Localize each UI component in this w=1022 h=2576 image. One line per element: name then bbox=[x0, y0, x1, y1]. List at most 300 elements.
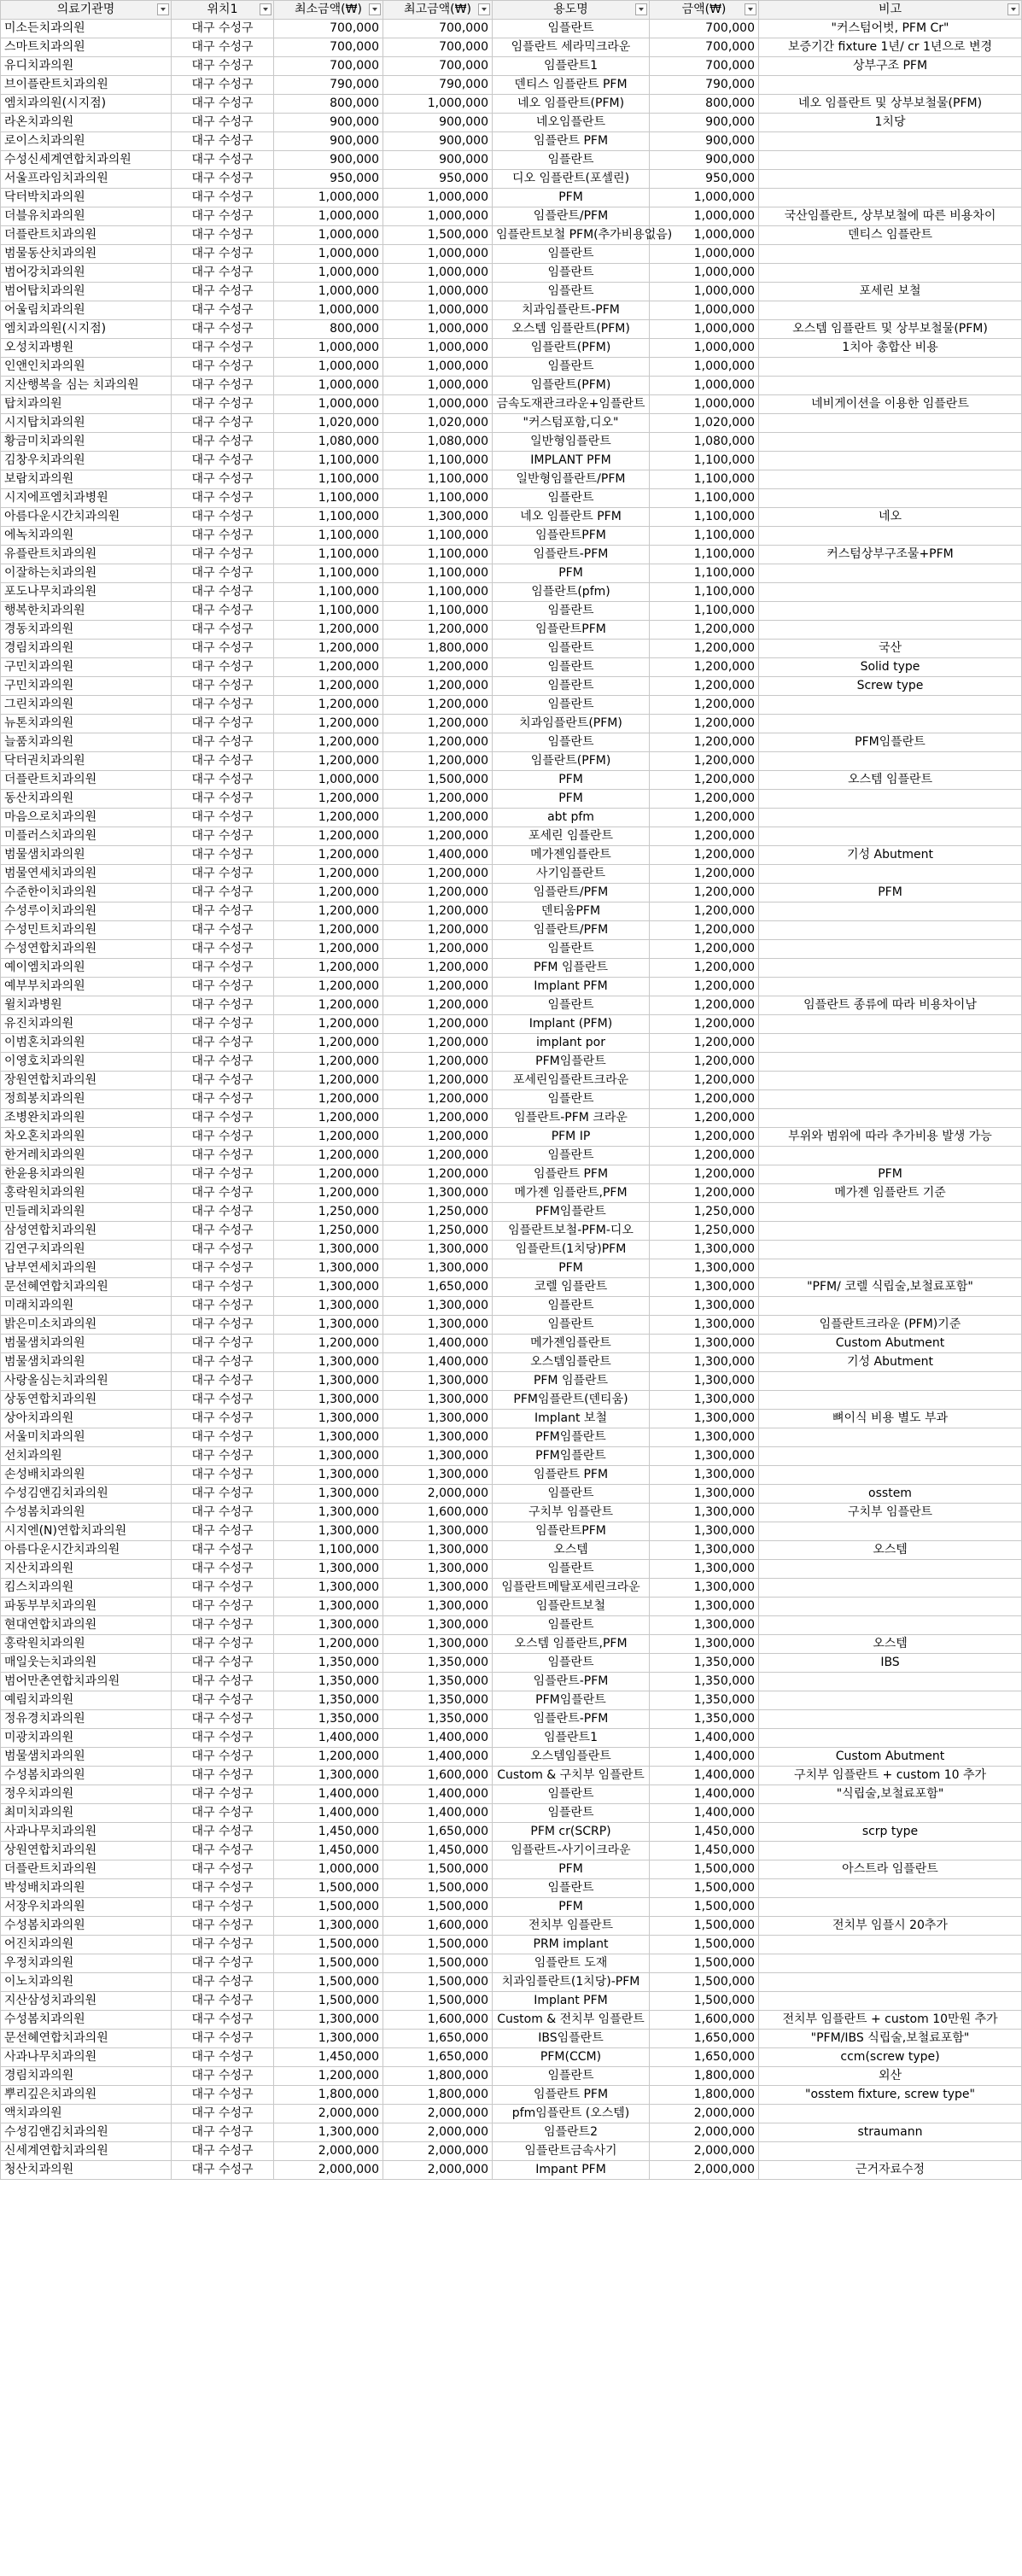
cell-location[interactable]: 대구 수성구 bbox=[172, 114, 274, 132]
cell-min-price[interactable]: 1,200,000 bbox=[274, 752, 383, 771]
cell-location[interactable]: 대구 수성구 bbox=[172, 320, 274, 339]
cell-location[interactable]: 대구 수성구 bbox=[172, 1184, 274, 1203]
cell-price[interactable]: 1,450,000 bbox=[650, 1823, 759, 1842]
cell-price[interactable]: 1,400,000 bbox=[650, 1748, 759, 1767]
cell-price[interactable]: 1,300,000 bbox=[650, 1278, 759, 1297]
cell-max-price[interactable]: 2,000,000 bbox=[383, 2142, 493, 2161]
cell-price[interactable]: 1,000,000 bbox=[650, 320, 759, 339]
cell-price[interactable]: 1,500,000 bbox=[650, 1879, 759, 1898]
cell-usage[interactable]: 임플란트(1치당)PFM bbox=[493, 1241, 650, 1259]
cell-note[interactable] bbox=[759, 1090, 1022, 1109]
cell-institution[interactable]: 홍락원치과의원 bbox=[1, 1635, 172, 1654]
cell-min-price[interactable]: 800,000 bbox=[274, 320, 383, 339]
cell-institution[interactable]: 시지에프엠치과병원 bbox=[1, 489, 172, 508]
cell-location[interactable]: 대구 수성구 bbox=[172, 790, 274, 809]
cell-max-price[interactable]: 1,800,000 bbox=[383, 2067, 493, 2086]
cell-location[interactable]: 대구 수성구 bbox=[172, 1710, 274, 1729]
cell-usage[interactable]: Implant (PFM) bbox=[493, 1015, 650, 1034]
cell-institution[interactable]: 선치과의원 bbox=[1, 1447, 172, 1466]
cell-max-price[interactable]: 1,300,000 bbox=[383, 1184, 493, 1203]
cell-min-price[interactable]: 1,000,000 bbox=[274, 283, 383, 301]
cell-note[interactable]: 네오 bbox=[759, 508, 1022, 527]
cell-location[interactable]: 대구 수성구 bbox=[172, 1748, 274, 1767]
cell-max-price[interactable]: 700,000 bbox=[383, 20, 493, 38]
cell-location[interactable]: 대구 수성구 bbox=[172, 1034, 274, 1053]
cell-min-price[interactable]: 1,200,000 bbox=[274, 658, 383, 677]
cell-min-price[interactable]: 1,300,000 bbox=[274, 1259, 383, 1278]
cell-max-price[interactable]: 1,600,000 bbox=[383, 1917, 493, 1936]
cell-location[interactable]: 대구 수성구 bbox=[172, 57, 274, 76]
cell-min-price[interactable]: 1,800,000 bbox=[274, 2086, 383, 2105]
column-header-note[interactable] bbox=[759, 1, 1022, 20]
cell-location[interactable]: 대구 수성구 bbox=[172, 1485, 274, 1504]
cell-location[interactable]: 대구 수성구 bbox=[172, 1860, 274, 1879]
cell-usage[interactable]: 임플란트1 bbox=[493, 57, 650, 76]
cell-usage[interactable]: 사기임플란트 bbox=[493, 865, 650, 884]
cell-note[interactable] bbox=[759, 715, 1022, 733]
cell-price[interactable]: 1,500,000 bbox=[650, 1954, 759, 1973]
cell-note[interactable] bbox=[759, 1015, 1022, 1034]
cell-institution[interactable]: 수성김앤김치과의원 bbox=[1, 1485, 172, 1504]
cell-note[interactable] bbox=[759, 1259, 1022, 1278]
cell-max-price[interactable]: 1,300,000 bbox=[383, 1316, 493, 1335]
cell-usage[interactable]: 임플란트메탈포세린크라운 bbox=[493, 1579, 650, 1598]
cell-usage[interactable]: 임플란트 bbox=[493, 1616, 650, 1635]
cell-institution[interactable]: 시지탑치과의원 bbox=[1, 414, 172, 433]
cell-location[interactable]: 대구 수성구 bbox=[172, 865, 274, 884]
cell-price[interactable]: 1,500,000 bbox=[650, 1936, 759, 1954]
cell-location[interactable]: 대구 수성구 bbox=[172, 1241, 274, 1259]
cell-usage[interactable]: PFM임플란트 bbox=[493, 1053, 650, 1072]
cell-max-price[interactable]: 1,200,000 bbox=[383, 978, 493, 996]
cell-usage[interactable]: 임플란트 bbox=[493, 940, 650, 959]
cell-usage[interactable]: PFM bbox=[493, 189, 650, 207]
cell-location[interactable]: 대구 수성구 bbox=[172, 2105, 274, 2123]
cell-price[interactable]: 1,100,000 bbox=[650, 489, 759, 508]
cell-location[interactable]: 대구 수성구 bbox=[172, 809, 274, 827]
cell-note[interactable]: "osstem fixture, screw type" bbox=[759, 2086, 1022, 2105]
cell-location[interactable]: 대구 수성구 bbox=[172, 1541, 274, 1560]
cell-institution[interactable]: 범물샘치과의원 bbox=[1, 1748, 172, 1767]
cell-institution[interactable]: 어울림치과의원 bbox=[1, 301, 172, 320]
cell-min-price[interactable]: 1,300,000 bbox=[274, 1353, 383, 1372]
cell-min-price[interactable]: 1,350,000 bbox=[274, 1673, 383, 1691]
cell-max-price[interactable]: 1,200,000 bbox=[383, 1090, 493, 1109]
cell-max-price[interactable]: 1,300,000 bbox=[383, 1297, 493, 1316]
cell-price[interactable]: 1,200,000 bbox=[650, 884, 759, 902]
cell-max-price[interactable]: 1,200,000 bbox=[383, 959, 493, 978]
cell-price[interactable]: 1,000,000 bbox=[650, 339, 759, 358]
cell-min-price[interactable]: 1,250,000 bbox=[274, 1222, 383, 1241]
cell-note[interactable]: scrp type bbox=[759, 1823, 1022, 1842]
cell-usage[interactable]: Implant PFM bbox=[493, 1992, 650, 2011]
cell-min-price[interactable]: 1,200,000 bbox=[274, 1015, 383, 1034]
cell-location[interactable]: 대구 수성구 bbox=[172, 1954, 274, 1973]
cell-price[interactable]: 1,300,000 bbox=[650, 1372, 759, 1391]
cell-usage[interactable]: PFM임플란트 bbox=[493, 1447, 650, 1466]
cell-max-price[interactable]: 1,200,000 bbox=[383, 715, 493, 733]
cell-note[interactable] bbox=[759, 1673, 1022, 1691]
cell-min-price[interactable]: 1,100,000 bbox=[274, 508, 383, 527]
cell-min-price[interactable]: 1,200,000 bbox=[274, 677, 383, 696]
cell-usage[interactable]: 임플란트 bbox=[493, 283, 650, 301]
cell-usage[interactable]: 금속도재관크라운+임플란트 bbox=[493, 395, 650, 414]
cell-usage[interactable]: 임플란트PFM bbox=[493, 1522, 650, 1541]
cell-location[interactable]: 대구 수성구 bbox=[172, 151, 274, 170]
cell-usage[interactable]: 임플란트(pfm) bbox=[493, 583, 650, 602]
cell-min-price[interactable]: 1,200,000 bbox=[274, 978, 383, 996]
cell-institution[interactable]: 지산삼성치과의원 bbox=[1, 1992, 172, 2011]
cell-note[interactable]: 임플란트 종류에 따라 비용차이남 bbox=[759, 996, 1022, 1015]
cell-price[interactable]: 1,200,000 bbox=[650, 827, 759, 846]
cell-min-price[interactable]: 1,100,000 bbox=[274, 602, 383, 621]
cell-note[interactable] bbox=[759, 76, 1022, 95]
cell-note[interactable] bbox=[759, 1203, 1022, 1222]
cell-usage[interactable]: 임플란트/PFM bbox=[493, 884, 650, 902]
cell-min-price[interactable]: 1,300,000 bbox=[274, 1504, 383, 1522]
cell-min-price[interactable]: 1,100,000 bbox=[274, 1541, 383, 1560]
cell-location[interactable]: 대구 수성구 bbox=[172, 1673, 274, 1691]
filter-dropdown-icon[interactable] bbox=[478, 3, 490, 15]
cell-institution[interactable]: 행복한치과의원 bbox=[1, 602, 172, 621]
cell-max-price[interactable]: 1,200,000 bbox=[383, 1053, 493, 1072]
cell-min-price[interactable]: 1,100,000 bbox=[274, 546, 383, 564]
cell-institution[interactable]: 지산행복을 심는 치과의원 bbox=[1, 377, 172, 395]
cell-institution[interactable]: 어진치과의원 bbox=[1, 1936, 172, 1954]
cell-location[interactable]: 대구 수성구 bbox=[172, 1654, 274, 1673]
cell-note[interactable] bbox=[759, 564, 1022, 583]
cell-price[interactable]: 1,000,000 bbox=[650, 226, 759, 245]
cell-note[interactable]: IBS bbox=[759, 1654, 1022, 1673]
cell-institution[interactable]: 동산치과의원 bbox=[1, 790, 172, 809]
cell-usage[interactable]: 임플란트 bbox=[493, 1297, 650, 1316]
cell-max-price[interactable]: 1,100,000 bbox=[383, 470, 493, 489]
cell-location[interactable]: 대구 수성구 bbox=[172, 546, 274, 564]
cell-usage[interactable]: 임플란트 bbox=[493, 1316, 650, 1335]
cell-note[interactable] bbox=[759, 1598, 1022, 1616]
cell-max-price[interactable]: 1,200,000 bbox=[383, 752, 493, 771]
cell-min-price[interactable]: 1,500,000 bbox=[274, 1973, 383, 1992]
cell-institution[interactable]: 범물샘치과의원 bbox=[1, 1335, 172, 1353]
cell-price[interactable]: 1,100,000 bbox=[650, 470, 759, 489]
cell-institution[interactable]: 더블유치과의원 bbox=[1, 207, 172, 226]
cell-usage[interactable]: PFM임플란트(덴티움) bbox=[493, 1391, 650, 1410]
cell-note[interactable] bbox=[759, 1804, 1022, 1823]
cell-institution[interactable]: 시지엔(N)연합치과의원 bbox=[1, 1522, 172, 1541]
cell-usage[interactable]: 임플란트-사기이크라운 bbox=[493, 1842, 650, 1860]
cell-note[interactable] bbox=[759, 264, 1022, 283]
cell-institution[interactable]: 늘품치과의원 bbox=[1, 733, 172, 752]
cell-max-price[interactable]: 1,080,000 bbox=[383, 433, 493, 452]
cell-min-price[interactable]: 1,000,000 bbox=[274, 358, 383, 377]
cell-max-price[interactable]: 1,000,000 bbox=[383, 95, 493, 114]
cell-location[interactable]: 대구 수성구 bbox=[172, 1992, 274, 2011]
cell-location[interactable]: 대구 수성구 bbox=[172, 1804, 274, 1823]
cell-max-price[interactable]: 1,300,000 bbox=[383, 1410, 493, 1428]
cell-note[interactable] bbox=[759, 1842, 1022, 1860]
cell-max-price[interactable]: 1,000,000 bbox=[383, 339, 493, 358]
cell-usage[interactable]: 임플란트-PFM bbox=[493, 546, 650, 564]
cell-note[interactable] bbox=[759, 1297, 1022, 1316]
cell-max-price[interactable]: 1,300,000 bbox=[383, 1616, 493, 1635]
cell-usage[interactable]: 임플란트 PFM bbox=[493, 2086, 650, 2105]
cell-note[interactable]: 기성 Abutment bbox=[759, 1353, 1022, 1372]
cell-location[interactable]: 대구 수성구 bbox=[172, 1579, 274, 1598]
cell-note[interactable]: 네비게이션을 이용한 임플란트 bbox=[759, 395, 1022, 414]
cell-min-price[interactable]: 1,200,000 bbox=[274, 809, 383, 827]
cell-min-price[interactable]: 1,200,000 bbox=[274, 921, 383, 940]
cell-price[interactable]: 1,000,000 bbox=[650, 245, 759, 264]
cell-min-price[interactable]: 1,300,000 bbox=[274, 1297, 383, 1316]
cell-max-price[interactable]: 1,100,000 bbox=[383, 564, 493, 583]
cell-price[interactable]: 1,400,000 bbox=[650, 1785, 759, 1804]
column-header-institution[interactable] bbox=[1, 1, 172, 20]
cell-min-price[interactable]: 1,200,000 bbox=[274, 996, 383, 1015]
cell-institution[interactable]: 범어만촌연합치과의원 bbox=[1, 1673, 172, 1691]
cell-location[interactable]: 대구 수성구 bbox=[172, 452, 274, 470]
cell-max-price[interactable]: 1,300,000 bbox=[383, 1428, 493, 1447]
cell-min-price[interactable]: 1,300,000 bbox=[274, 1579, 383, 1598]
cell-note[interactable]: Screw type bbox=[759, 677, 1022, 696]
cell-price[interactable]: 1,300,000 bbox=[650, 1598, 759, 1616]
cell-note[interactable] bbox=[759, 189, 1022, 207]
cell-max-price[interactable]: 1,200,000 bbox=[383, 658, 493, 677]
cell-price[interactable]: 1,300,000 bbox=[650, 1579, 759, 1598]
cell-institution[interactable]: 김연구치과의원 bbox=[1, 1241, 172, 1259]
cell-max-price[interactable]: 1,400,000 bbox=[383, 1729, 493, 1748]
cell-max-price[interactable]: 1,100,000 bbox=[383, 602, 493, 621]
cell-institution[interactable]: 뉴톤치과의원 bbox=[1, 715, 172, 733]
cell-price[interactable]: 1,100,000 bbox=[650, 602, 759, 621]
cell-min-price[interactable]: 1,200,000 bbox=[274, 884, 383, 902]
cell-usage[interactable]: 임플란트 bbox=[493, 677, 650, 696]
cell-institution[interactable]: 라온치과의원 bbox=[1, 114, 172, 132]
cell-usage[interactable]: 임플란트 PFM bbox=[493, 132, 650, 151]
cell-price[interactable]: 1,100,000 bbox=[650, 527, 759, 546]
cell-note[interactable]: 국산임플란트, 상부보철에 따른 비용차이 bbox=[759, 207, 1022, 226]
cell-location[interactable]: 대구 수성구 bbox=[172, 1936, 274, 1954]
cell-max-price[interactable]: 900,000 bbox=[383, 151, 493, 170]
cell-institution[interactable]: 마음으로치과의원 bbox=[1, 809, 172, 827]
cell-location[interactable]: 대구 수성구 bbox=[172, 1973, 274, 1992]
cell-location[interactable]: 대구 수성구 bbox=[172, 2067, 274, 2086]
cell-min-price[interactable]: 900,000 bbox=[274, 114, 383, 132]
cell-note[interactable] bbox=[759, 1147, 1022, 1165]
cell-min-price[interactable]: 1,200,000 bbox=[274, 846, 383, 865]
cell-note[interactable]: PFM bbox=[759, 884, 1022, 902]
cell-institution[interactable]: 우정치과의원 bbox=[1, 1954, 172, 1973]
cell-note[interactable]: 1치아 총합산 비용 bbox=[759, 339, 1022, 358]
cell-note[interactable] bbox=[759, 1898, 1022, 1917]
cell-usage[interactable]: "커스텀포함,디오" bbox=[493, 414, 650, 433]
cell-min-price[interactable]: 1,300,000 bbox=[274, 1372, 383, 1391]
cell-price[interactable]: 1,300,000 bbox=[650, 1316, 759, 1335]
cell-usage[interactable]: PFM cr(SCRP) bbox=[493, 1823, 650, 1842]
cell-price[interactable]: 1,350,000 bbox=[650, 1691, 759, 1710]
cell-min-price[interactable]: 1,200,000 bbox=[274, 696, 383, 715]
cell-price[interactable]: 1,300,000 bbox=[650, 1504, 759, 1522]
cell-location[interactable]: 대구 수성구 bbox=[172, 1072, 274, 1090]
cell-usage[interactable]: 임플란트-PFM 크라운 bbox=[493, 1109, 650, 1128]
cell-usage[interactable]: PFM IP bbox=[493, 1128, 650, 1147]
cell-price[interactable]: 950,000 bbox=[650, 170, 759, 189]
cell-min-price[interactable]: 1,200,000 bbox=[274, 1128, 383, 1147]
cell-note[interactable] bbox=[759, 1973, 1022, 1992]
cell-note[interactable] bbox=[759, 151, 1022, 170]
cell-usage[interactable]: 임플란트(PFM) bbox=[493, 377, 650, 395]
cell-institution[interactable]: 더플란트치과의원 bbox=[1, 226, 172, 245]
cell-location[interactable]: 대구 수성구 bbox=[172, 489, 274, 508]
cell-max-price[interactable]: 1,200,000 bbox=[383, 790, 493, 809]
cell-price[interactable]: 1,200,000 bbox=[650, 696, 759, 715]
cell-note[interactable] bbox=[759, 1936, 1022, 1954]
cell-usage[interactable]: 임플란트 bbox=[493, 20, 650, 38]
cell-max-price[interactable]: 1,100,000 bbox=[383, 527, 493, 546]
cell-institution[interactable]: 범물샘치과의원 bbox=[1, 1353, 172, 1372]
cell-usage[interactable]: 임플란트(PFM) bbox=[493, 752, 650, 771]
cell-note[interactable]: 국산 bbox=[759, 640, 1022, 658]
cell-institution[interactable]: 수성신세계연합치과의원 bbox=[1, 151, 172, 170]
cell-note[interactable] bbox=[759, 1034, 1022, 1053]
cell-location[interactable]: 대구 수성구 bbox=[172, 414, 274, 433]
cell-min-price[interactable]: 800,000 bbox=[274, 95, 383, 114]
cell-price[interactable]: 1,300,000 bbox=[650, 1466, 759, 1485]
cell-note[interactable]: 오스템 bbox=[759, 1541, 1022, 1560]
cell-min-price[interactable]: 1,200,000 bbox=[274, 1053, 383, 1072]
cell-max-price[interactable]: 950,000 bbox=[383, 170, 493, 189]
cell-note[interactable] bbox=[759, 1691, 1022, 1710]
cell-price[interactable]: 1,500,000 bbox=[650, 1917, 759, 1936]
cell-min-price[interactable]: 1,400,000 bbox=[274, 1804, 383, 1823]
cell-note[interactable] bbox=[759, 902, 1022, 921]
cell-max-price[interactable]: 1,650,000 bbox=[383, 1278, 493, 1297]
cell-min-price[interactable]: 1,200,000 bbox=[274, 1147, 383, 1165]
cell-institution[interactable]: 수준한이치과의원 bbox=[1, 884, 172, 902]
cell-location[interactable]: 대구 수성구 bbox=[172, 959, 274, 978]
cell-note[interactable] bbox=[759, 1616, 1022, 1635]
cell-price[interactable]: 1,200,000 bbox=[650, 1015, 759, 1034]
cell-institution[interactable]: 스마트치과의원 bbox=[1, 38, 172, 57]
cell-min-price[interactable]: 1,300,000 bbox=[274, 1447, 383, 1466]
cell-max-price[interactable]: 1,500,000 bbox=[383, 1954, 493, 1973]
cell-note[interactable]: 부위와 범위에 따라 추가비용 발생 가능 bbox=[759, 1128, 1022, 1147]
cell-price[interactable]: 1,200,000 bbox=[650, 1165, 759, 1184]
cell-price[interactable]: 1,600,000 bbox=[650, 2011, 759, 2030]
cell-min-price[interactable]: 1,200,000 bbox=[274, 1090, 383, 1109]
cell-min-price[interactable]: 1,450,000 bbox=[274, 2048, 383, 2067]
cell-note[interactable]: 보증기간 fixture 1년/ cr 1년으로 변경 bbox=[759, 38, 1022, 57]
cell-max-price[interactable]: 1,200,000 bbox=[383, 1072, 493, 1090]
cell-institution[interactable]: 상동연합치과의원 bbox=[1, 1391, 172, 1410]
cell-price[interactable]: 1,200,000 bbox=[650, 715, 759, 733]
cell-usage[interactable]: PFM(CCM) bbox=[493, 2048, 650, 2067]
cell-institution[interactable]: 서장우치과의원 bbox=[1, 1898, 172, 1917]
cell-location[interactable]: 대구 수성구 bbox=[172, 1616, 274, 1635]
cell-min-price[interactable]: 1,300,000 bbox=[274, 1917, 383, 1936]
cell-max-price[interactable]: 1,500,000 bbox=[383, 1973, 493, 1992]
cell-note[interactable] bbox=[759, 752, 1022, 771]
cell-price[interactable]: 1,200,000 bbox=[650, 621, 759, 640]
cell-note[interactable] bbox=[759, 1560, 1022, 1579]
cell-institution[interactable]: 파동부부치과의원 bbox=[1, 1598, 172, 1616]
cell-institution[interactable]: 조병완치과의원 bbox=[1, 1109, 172, 1128]
cell-max-price[interactable]: 1,500,000 bbox=[383, 1879, 493, 1898]
cell-institution[interactable]: 현대연합치과의원 bbox=[1, 1616, 172, 1635]
cell-location[interactable]: 대구 수성구 bbox=[172, 264, 274, 283]
cell-usage[interactable]: 일반형임플란트/PFM bbox=[493, 470, 650, 489]
cell-location[interactable]: 대구 수성구 bbox=[172, 20, 274, 38]
cell-location[interactable]: 대구 수성구 bbox=[172, 1635, 274, 1654]
cell-location[interactable]: 대구 수성구 bbox=[172, 132, 274, 151]
cell-usage[interactable]: 임플란트보철 PFM(추가비용없음) bbox=[493, 226, 650, 245]
cell-usage[interactable]: 임플란트 bbox=[493, 602, 650, 621]
cell-note[interactable]: 메가젠 임플란트 기준 bbox=[759, 1184, 1022, 1203]
cell-note[interactable] bbox=[759, 527, 1022, 546]
cell-usage[interactable]: 임플란트 bbox=[493, 358, 650, 377]
cell-max-price[interactable]: 1,350,000 bbox=[383, 1691, 493, 1710]
cell-price[interactable]: 1,200,000 bbox=[650, 959, 759, 978]
cell-price[interactable]: 1,000,000 bbox=[650, 377, 759, 395]
cell-usage[interactable]: 임플란트 bbox=[493, 1879, 650, 1898]
cell-location[interactable]: 대구 수성구 bbox=[172, 2030, 274, 2048]
cell-price[interactable]: 1,200,000 bbox=[650, 940, 759, 959]
cell-institution[interactable]: 구민치과의원 bbox=[1, 658, 172, 677]
cell-price[interactable]: 1,300,000 bbox=[650, 1635, 759, 1654]
cell-institution[interactable]: 윌치과병원 bbox=[1, 996, 172, 1015]
cell-institution[interactable]: 청산치과의원 bbox=[1, 2161, 172, 2180]
cell-price[interactable]: 1,400,000 bbox=[650, 1804, 759, 1823]
cell-note[interactable]: 오스템 bbox=[759, 1635, 1022, 1654]
cell-price[interactable]: 1,450,000 bbox=[650, 1842, 759, 1860]
cell-location[interactable]: 대구 수성구 bbox=[172, 2161, 274, 2180]
cell-location[interactable]: 대구 수성구 bbox=[172, 1504, 274, 1522]
cell-note[interactable]: 전치부 임플란트 + custom 10만원 추가 bbox=[759, 2011, 1022, 2030]
cell-max-price[interactable]: 1,200,000 bbox=[383, 940, 493, 959]
cell-usage[interactable]: 임플란트 세라믹크라운 bbox=[493, 38, 650, 57]
cell-location[interactable]: 대구 수성구 bbox=[172, 1842, 274, 1860]
cell-max-price[interactable]: 900,000 bbox=[383, 114, 493, 132]
cell-max-price[interactable]: 1,200,000 bbox=[383, 1015, 493, 1034]
cell-note[interactable] bbox=[759, 1241, 1022, 1259]
cell-location[interactable]: 대구 수성구 bbox=[172, 1598, 274, 1616]
cell-usage[interactable]: 임플란트 bbox=[493, 1654, 650, 1673]
cell-max-price[interactable]: 1,450,000 bbox=[383, 1842, 493, 1860]
cell-location[interactable]: 대구 수성구 bbox=[172, 940, 274, 959]
cell-location[interactable]: 대구 수성구 bbox=[172, 1823, 274, 1842]
cell-usage[interactable]: 임플란트 bbox=[493, 1090, 650, 1109]
cell-price[interactable]: 1,200,000 bbox=[650, 677, 759, 696]
cell-note[interactable]: PFM임플란트 bbox=[759, 733, 1022, 752]
cell-max-price[interactable]: 1,100,000 bbox=[383, 489, 493, 508]
cell-location[interactable]: 대구 수성구 bbox=[172, 1428, 274, 1447]
cell-institution[interactable]: 서울프라임치과의원 bbox=[1, 170, 172, 189]
cell-location[interactable]: 대구 수성구 bbox=[172, 733, 274, 752]
cell-usage[interactable]: 덴티움PFM bbox=[493, 902, 650, 921]
cell-note[interactable] bbox=[759, 452, 1022, 470]
cell-note[interactable] bbox=[759, 1372, 1022, 1391]
cell-location[interactable]: 대구 수성구 bbox=[172, 339, 274, 358]
cell-max-price[interactable]: 1,200,000 bbox=[383, 1109, 493, 1128]
cell-note[interactable]: "PFM/IBS 식립술,보철료포함" bbox=[759, 2030, 1022, 2048]
filter-dropdown-icon[interactable] bbox=[635, 3, 647, 15]
cell-usage[interactable]: 임플란트 bbox=[493, 1560, 650, 1579]
cell-usage[interactable]: 임플란트 bbox=[493, 640, 650, 658]
cell-min-price[interactable]: 1,200,000 bbox=[274, 1109, 383, 1128]
cell-usage[interactable]: 임플란트/PFM bbox=[493, 207, 650, 226]
cell-note[interactable] bbox=[759, 865, 1022, 884]
cell-price[interactable]: 1,500,000 bbox=[650, 1898, 759, 1917]
cell-note[interactable]: 포세린 보철 bbox=[759, 283, 1022, 301]
